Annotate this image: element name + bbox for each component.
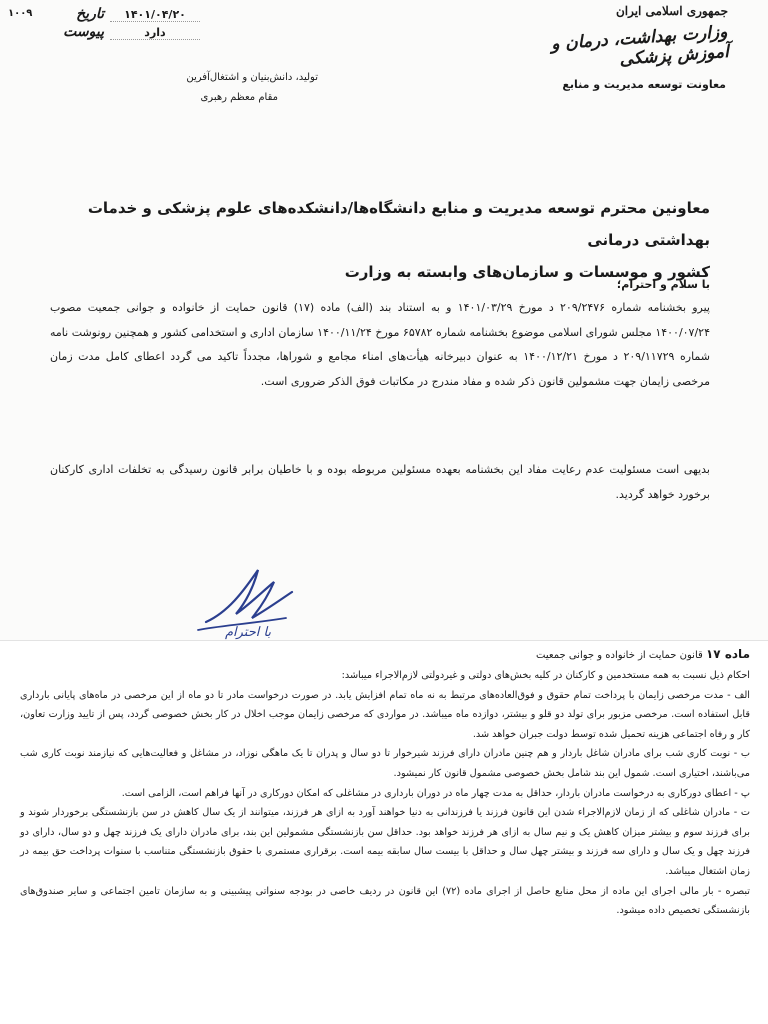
article-item-alef: الف - مدت مرخصی زایمان با پرداخت تمام حقوق و فوق‌العاده‌های مرتبط به نه ماه تمام افزایش یابد. در صورت درخواست مادر تا دو ماه از این مرخصی در ماه‌های پایانی بارداری قابل استفاده است. مرخصی مزبور برای تولد دو قلو و بیشتر، دوازده ماه میباشد. در مواردی که مرخصی زایمان موجب اخلال در کار بخش خصوصی گردد، پس از تایید وزارت تعاون، کار و رفاه اجتماعی هزینه تحمیل شده توسط دولت جبران خواهد شد. [20, 689, 750, 740]
article-note: تبصره - بار مالی اجرای این ماده از محل منابع حاصل از اجرای ماده (۷۲) این قانون در ردیف خاصی در بودجه سنواتی پیشبینی و به سازمان تامین اجتماعی و سایر صندوق‌های بازنشستگی تخصیص داده میشود. [20, 885, 750, 917]
motto-text: تولید، دانش‌بنیان و اشتغال‌آفرین [186, 72, 318, 83]
article-heading-line [20, 644, 750, 666]
body-paragraph-2: بدیهی است مسئولیت عدم رعایت مفاد این بخشنامه بعهده مسئولین مربوطه بوده و با خاطیان برابر قانون رسیدگی به تخلفات اداری کارکنان برخورد خواهد گردید. [50, 463, 710, 501]
republic-name: جمهوری اسلامی ایران [615, 4, 728, 18]
motto-block [78, 68, 318, 108]
article-intro: احکام ذیل نسبت به همه مستخدمین و کارکنان در کلیه بخش‌های دولتی و غیردولتی لازم‌الاجراء میباشد: [341, 670, 750, 681]
article-heading: ماده ۱۷ [705, 647, 750, 661]
signature-scribble [188, 552, 308, 642]
reference-number: ۱۰۰۹ [8, 8, 33, 19]
signature-text: با احترام [224, 625, 272, 640]
body-paragraph-1: پیرو بخشنامه شماره ۲۰۹/۲۴۷۶ د مورخ ۱۴۰۱/۰۳/۲۹ و به استناد بند (الف) ماده (۱۷) قانون حمایت از خانواده و جوانی جمعیت مصوب ۱۴۰۰/۰۷/۲۴ مجلس شورای اسلامی موضوع بخشنامه شماره ۶۵۷۸۲ مورخ ۱۴۰۰/۱۱/۲۴ سازمان اداری و استخدامی کشور و همچنین رونوشت نامه شماره ۲۰۹/۱۱۷۲۹ د مورخ ۱۴۰۰/۱۲/۲۱ به عنوان دبیرخانه هیأت‌های امناء مجامع و شوراها، مجدداً تاکید می گردد اعطای کامل مدت زمان مرخصی زایمان جهت مشمولین قانون ذکر شده و مفاد مندرج در مکاتبات فوق الذکر ضروری است. [50, 301, 710, 388]
article-17-section [20, 644, 750, 921]
motto-attribution: مقام معظم رهبری [200, 92, 278, 103]
ministry-name: وزارت بهداشت، درمان و آموزش پزشکی [550, 22, 730, 70]
article-heading-sub: قانون حمایت از خانواده و جوانی جمعیت [536, 650, 703, 661]
date-label: تاریخ [76, 6, 104, 22]
addressee [50, 192, 710, 288]
ministry-emblem [518, 2, 730, 70]
addressee-line-1: معاونین محترم توسعه مدیریت و منابع دانشگاه‌ها/دانشکده‌های علوم پزشکی و خدمات بهداشتی درمانی [87, 199, 710, 249]
attachment-row [20, 24, 200, 42]
addressee-line-2: کشور و موسسات و سازمان‌های وابسته به وزارت [344, 263, 710, 281]
deputy-name: معاونت توسعه مدیریت و منابع [562, 78, 726, 91]
article-item-pe: پ - اعطای دورکاری به درخواست مادران باردار، حداقل به مدت چهار ماه در دوران بارداری در مشاغلی که امکان دورکاری در آنها فراهم است، الزامی است. [121, 787, 750, 799]
article-item-te: ت - مادران شاغلی که از زمان لازم‌الاجراء شدن این قانون فرزند یا فرزندانی به دنیا خواهند آورد به ازای هر فرزند، میتوانند از یک سال کاهش در سن بازنشستگی برخوردار شوند و برای فرزند سوم و بیشتر میزان کاهش یک و نیم سال به ازای هر فرزند خواهد بود. حداقل سن بازنشستگی مشمولین این بند، برای مادران دارای یک فرزند چهل و دو سال، دارای دو فرزند چهل و یک سال و دارای سه فرزند و بیشتر چهل سال و حداقل با بیست سال سابقه بیمه است. برقراری مستمری با حقوق بازنشستگی متناسب با سنوات پرداخت حق بیمه در زمان اشتغال میباشد. [20, 807, 750, 877]
signature [188, 552, 308, 642]
date-attachment-block [20, 6, 200, 42]
date-value: ۱۴۰۱/۰۴/۲۰ [110, 8, 200, 22]
greeting: با سلام و احترام؛ [616, 278, 710, 291]
article-item-be: ب - نوبت کاری شب برای مادران شاغل باردار و هم چنین مادران دارای فرزند شیرخوار تا دو سال و پدران تا یک ماهگی نوزاد، در مشاغل و فعالیت‌هایی که نیازمند نوبت کاری شب می‌باشند، اختیاری است. شمول این بند شامل بخش خصوصی مشمول قانون کار نمیشود. [20, 748, 750, 779]
attachment-label: پیوست [63, 24, 104, 40]
attachment-value: دارد [110, 26, 200, 40]
date-row [20, 6, 200, 24]
